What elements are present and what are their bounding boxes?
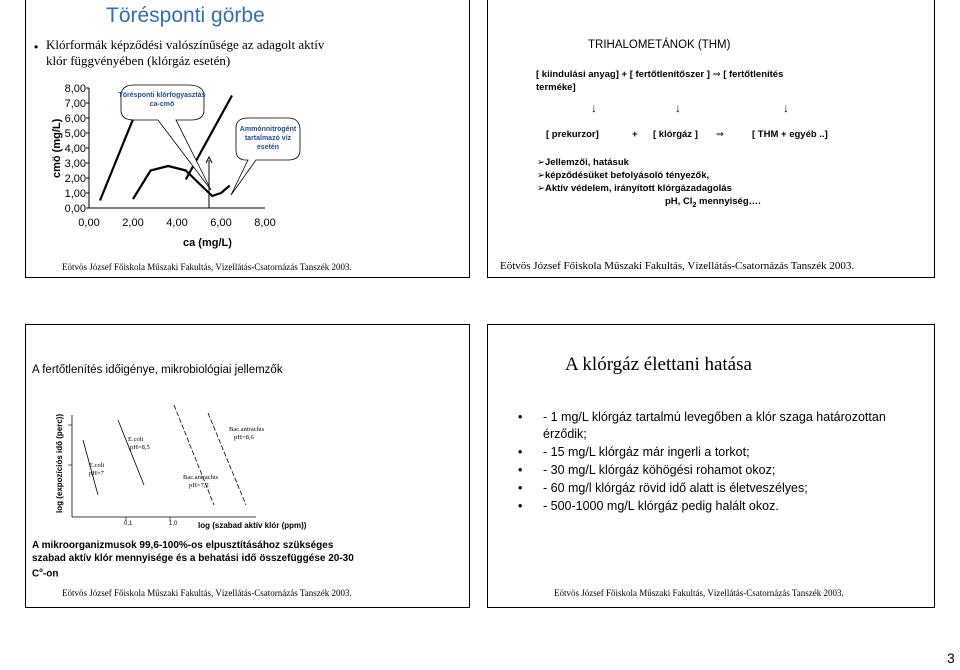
list-item xyxy=(518,409,918,443)
slide2-title: TRIHALOMETÁNOK (THM) xyxy=(588,39,731,51)
down-arrow-icon: ↓ xyxy=(675,101,681,115)
list-item xyxy=(518,444,918,461)
list-item-text: - 500-1000 mg/L klórgáz pedig halált okoz. xyxy=(543,499,779,513)
bullet-dot-icon: • xyxy=(518,463,523,477)
slide2-bullets xyxy=(537,156,761,212)
y-tick-labels xyxy=(65,83,89,215)
bullet-text: képződésüket befolyásoló tényezők, xyxy=(544,170,710,181)
bullet-dot-icon: • xyxy=(518,481,523,495)
bullet-dot-icon: • xyxy=(518,410,523,424)
bullet-item xyxy=(537,169,761,182)
x-axis-label: ca (mg/L) xyxy=(183,237,232,249)
subscript: 2 xyxy=(692,201,697,209)
breakpoint-chart xyxy=(26,0,471,278)
callout1-line1: Törésponti klórfogyasztás xyxy=(118,92,206,99)
prekurzor-label: [ prekurzor] xyxy=(546,129,599,140)
bullet-text: pH, Cl xyxy=(665,196,693,207)
list-item xyxy=(518,462,918,479)
list-item-text: - 30 mg/L klórgáz köhögési rohamot okoz; xyxy=(543,463,776,477)
y-axis-label: log (expozíciós idő (perc)) xyxy=(55,413,64,513)
line1-part-b: [ fertőtlenítés xyxy=(723,69,784,80)
line-ecoli-ph85 xyxy=(118,420,144,485)
callout2-line3: esetén xyxy=(256,144,280,151)
y-tick-label: 7,00 xyxy=(64,98,86,110)
slide4-title: A klórgáz élettani hatása xyxy=(565,354,752,375)
thm-label: [ THM + egyéb ..] xyxy=(752,129,828,140)
bullet-dot-icon: • xyxy=(518,499,523,513)
slide3-footer: Eötvös József Főiskola Műszaki Fakultás, Vízellátás-Csatornázás Tanszék 2003. xyxy=(62,588,352,598)
bullet-item-ph xyxy=(537,195,761,212)
callout2-line1: Ammónnitrogént xyxy=(239,126,297,133)
degree-sup: o xyxy=(39,568,43,574)
page-number: 3 xyxy=(947,650,955,666)
slide1-title: Törésponti görbe xyxy=(106,4,265,27)
slide-disinfection-time xyxy=(25,324,470,608)
slide4-footer: Eötvös József Főiskola Műszaki Fakultás, Vízellátás-Csatornázás Tanszék 2003. xyxy=(554,588,844,598)
down-arrow-icon: ↓ xyxy=(591,101,597,115)
double-arrow-icon: ⇒ xyxy=(712,69,721,80)
double-arrow-icon: ⇒ xyxy=(716,129,724,140)
slide1-footer: Eötvös József Főiskola Műszaki Fakultás, Vízellátás-Csatornázás Tanszék 2003. xyxy=(62,262,352,272)
arrow-bullet-icon: ➢ xyxy=(537,183,545,194)
slide3-title: A fertőtlenítés időigénye, mikrobiológiai jellemzők xyxy=(32,364,283,376)
slide1-bullet-marker: • xyxy=(34,40,39,54)
effects-list xyxy=(518,409,918,516)
bullet-dot-icon: • xyxy=(518,445,523,459)
list-item xyxy=(518,480,918,497)
slide-chlorine-effects xyxy=(487,324,935,608)
label-ecoli-ph85-a: E.coli xyxy=(128,436,144,443)
y-tick-label: 3,00 xyxy=(64,158,86,170)
x-tick-labels xyxy=(78,217,275,229)
slide-breakpoint-curve xyxy=(25,0,470,278)
bullet-text: Aktív védelem, irányított klórgázadagolás xyxy=(544,183,732,194)
series-line-2 xyxy=(133,166,230,199)
callout2-line2: tartalmazó víz xyxy=(244,135,292,142)
line-bac-ph72 xyxy=(174,405,214,505)
x-tick-label: 4,00 xyxy=(166,217,188,229)
label-ecoli-ph85-b: pH=8,5 xyxy=(130,444,150,451)
bullet-text: Jellemzői, hatásuk xyxy=(544,157,629,168)
bullet-item xyxy=(537,156,761,169)
x-tick-label: 0,1 xyxy=(124,521,133,527)
x-tick-label: 0,00 xyxy=(78,217,100,229)
y-tick-label: 0,00 xyxy=(64,203,86,215)
bullet-item xyxy=(537,182,761,195)
slide1-bullet-text: Klórformák képződési valószínűsége az adagolt aktív klór függvényében (klórgáz esetén) xyxy=(46,37,325,68)
x-tick-label: 6,00 xyxy=(210,217,232,229)
x-tick-label: 8,00 xyxy=(254,217,276,229)
label-bac-ph72-a: Bac.antrachis xyxy=(183,474,219,481)
list-item xyxy=(518,498,918,515)
callout1-line2: ca-cmö xyxy=(149,101,175,108)
y-tick-label: 8,00 xyxy=(64,83,86,95)
x-axis-label: log (szabad aktív klór (ppm)) xyxy=(198,521,307,530)
label-bac-ph72-b: pH=7,2 xyxy=(189,482,209,489)
arrow-bullet-icon: ➢ xyxy=(537,170,545,181)
list-item-text: - 60 mg/l klórgáz rövid idő alatt is életveszélyes; xyxy=(543,481,808,495)
slide3-caption xyxy=(32,540,362,581)
label-ecoli-ph7-b: pH=7 xyxy=(89,470,104,477)
x-tick-label: 1,0 xyxy=(169,521,178,527)
line1-part-a: [ kiindulási anyag] + [ fertőtlenítőszer ] xyxy=(536,69,710,80)
y-tick-label: 2,00 xyxy=(64,173,86,185)
y-tick-label: 5,00 xyxy=(64,128,86,140)
arrow-bullet-icon: ➢ xyxy=(537,157,545,168)
list-item-text: - 15 mg/L klórgáz már ingerli a torkot; xyxy=(543,445,750,459)
klorgaz-label: [ klórgáz ] xyxy=(653,129,698,140)
y-tick-label: 4,00 xyxy=(64,143,86,155)
y-tick-label: 1,00 xyxy=(64,188,86,200)
bullet-text: mennyiség…. xyxy=(696,196,761,207)
plus-sign: + xyxy=(632,129,638,140)
label-bac-ph86-a: Bac.antrachis xyxy=(229,426,265,433)
slide2-line2: terméke] xyxy=(536,82,576,93)
y-tick-label: 6,00 xyxy=(64,113,86,125)
label-bac-ph86-b: pH=8,6 xyxy=(234,434,254,441)
caption-text: A mikroorganizmusok 99,6-100%-os elpusztításához szükséges szabad aktív klór mennyisége és a behatási idő összefüggése 20-30 C xyxy=(32,540,354,580)
down-arrow-icon: ↓ xyxy=(783,101,789,115)
list-item-text: - 1 mg/L klórgáz tartalmú levegőben a klór szaga határozottan érződik; xyxy=(543,410,886,441)
caption-end: -on xyxy=(42,568,59,580)
label-ecoli-ph7-a: E.coli xyxy=(89,462,105,469)
slide2-footer: Eötvös József Főiskola Műszaki Fakultás, Vízellátás-Csatornázás Tanszék 2003. xyxy=(500,260,855,272)
y-axis-label: cmö (mg/L) xyxy=(51,118,63,178)
slide2-line1 xyxy=(536,69,783,80)
slide-thm xyxy=(487,0,935,278)
x-tick-label: 2,00 xyxy=(122,217,144,229)
